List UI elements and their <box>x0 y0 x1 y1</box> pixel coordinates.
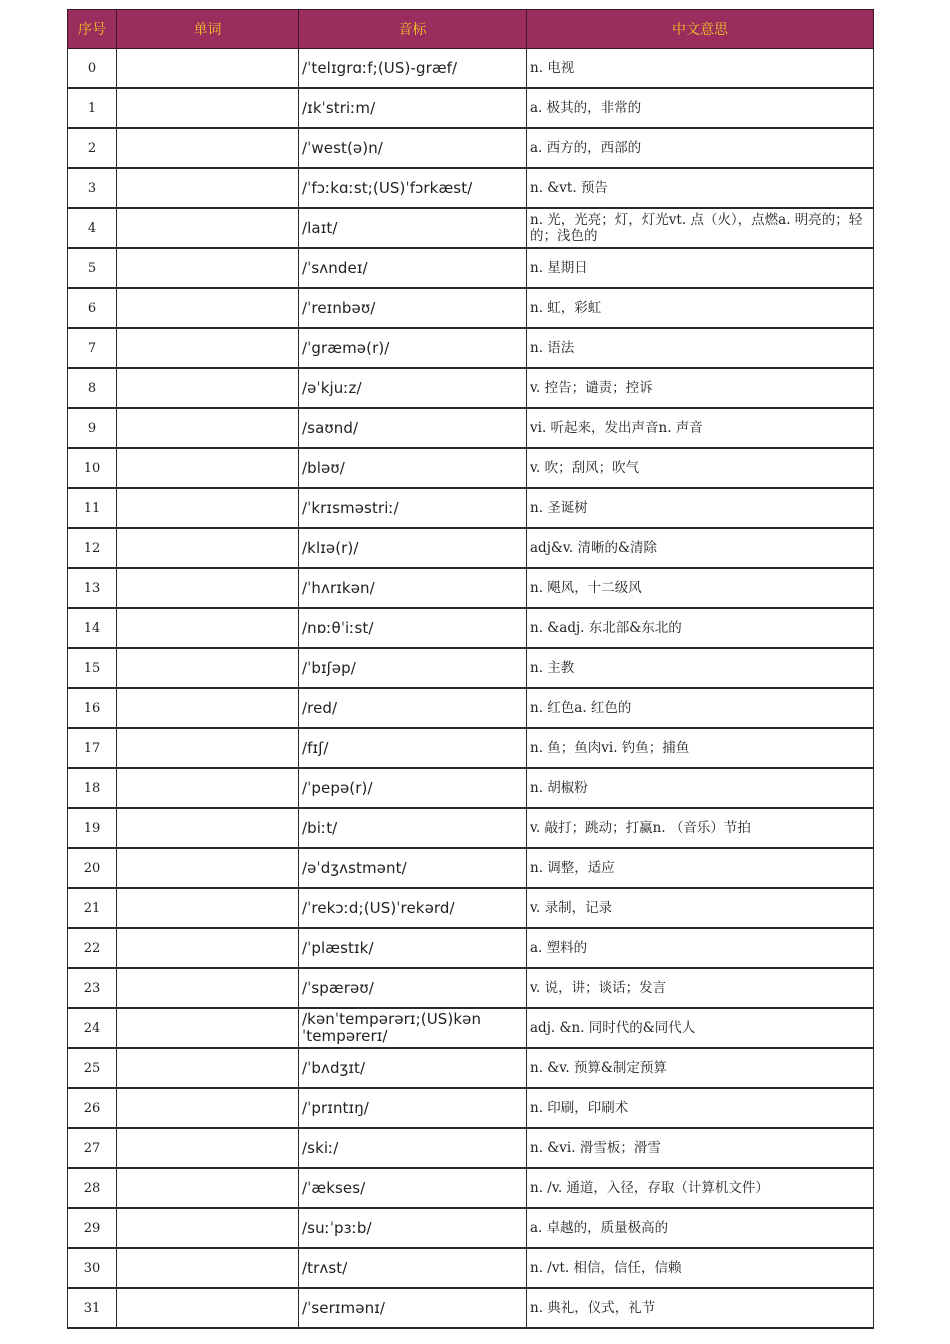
table-row <box>68 888 874 928</box>
meaning-cell: a. 塑料的 <box>527 928 874 968</box>
word-cell <box>117 528 299 568</box>
row-number: 24 <box>68 1008 117 1048</box>
row-number: 22 <box>68 928 117 968</box>
meaning-cell: n. 语法 <box>527 328 874 368</box>
meaning-cell: v. 敲打；跳动；打赢n. （音乐）节拍 <box>527 808 874 848</box>
phonetic-cell: /klɪə(r)/ <box>299 528 527 568</box>
word-cell <box>117 168 299 208</box>
phonetic-cell: /ˈpepə(r)/ <box>299 768 527 808</box>
row-number: 29 <box>68 1208 117 1248</box>
table-row <box>68 728 874 768</box>
table-row <box>68 288 874 328</box>
row-number: 28 <box>68 1168 117 1208</box>
phonetic-cell: /ˈrekɔːd;(US)ˈrekərd/ <box>299 888 527 928</box>
meaning-cell: a. 卓越的，质量极高的 <box>527 1208 874 1248</box>
row-number: 16 <box>68 688 117 728</box>
meaning-cell: n. 典礼，仪式，礼节 <box>527 1288 874 1328</box>
meaning-cell: n. /vt. 相信，信任，信赖 <box>527 1248 874 1288</box>
phonetic-cell: /ˈprɪntɪŋ/ <box>299 1088 527 1128</box>
row-number: 19 <box>68 808 117 848</box>
phonetic-cell: /skiː/ <box>299 1128 527 1168</box>
table-row <box>68 1008 874 1048</box>
meaning-cell: v. 录制，记录 <box>527 888 874 928</box>
phonetic-cell: /əˈkjuːz/ <box>299 368 527 408</box>
table-row <box>68 49 874 89</box>
meaning-cell: n. 调整，适应 <box>527 848 874 888</box>
row-number: 9 <box>68 408 117 448</box>
table-row <box>68 1288 874 1328</box>
meaning-cell: n. &adj. 东北部&东北的 <box>527 608 874 648</box>
table-row <box>68 848 874 888</box>
table-row <box>68 688 874 728</box>
row-number: 11 <box>68 488 117 528</box>
table-row <box>68 1128 874 1168</box>
row-number: 27 <box>68 1128 117 1168</box>
word-cell <box>117 568 299 608</box>
row-number: 3 <box>68 168 117 208</box>
word-cell <box>117 688 299 728</box>
table-row <box>68 1248 874 1288</box>
word-cell <box>117 1208 299 1248</box>
meaning-cell: v. 控告；谴责；控诉 <box>527 368 874 408</box>
word-cell <box>117 1128 299 1168</box>
table-row <box>68 928 874 968</box>
meaning-cell: n. 圣诞树 <box>527 488 874 528</box>
table-row <box>68 1048 874 1088</box>
row-number: 17 <box>68 728 117 768</box>
phonetic-cell: /ˈsʌndeɪ/ <box>299 248 527 288</box>
word-cell <box>117 608 299 648</box>
meaning-cell: n. 主教 <box>527 648 874 688</box>
table-row <box>68 1168 874 1208</box>
phonetic-cell: /ɪkˈstriːm/ <box>299 88 527 128</box>
row-number: 14 <box>68 608 117 648</box>
table-row <box>68 328 874 368</box>
phonetic-cell: /ˈkrɪsməstriː/ <box>299 488 527 528</box>
phonetic-cell: /laɪt/ <box>299 208 527 248</box>
header-row <box>68 10 874 49</box>
word-cell <box>117 848 299 888</box>
word-cell <box>117 1008 299 1048</box>
word-cell <box>117 488 299 528</box>
word-cell <box>117 448 299 488</box>
word-cell <box>117 1168 299 1208</box>
word-cell <box>117 1248 299 1288</box>
phonetic-cell: /kənˈtempərərɪ;(US)kənˈtempərerɪ/ <box>299 1008 527 1048</box>
meaning-cell: v. 吹；刮风；吹气 <box>527 448 874 488</box>
phonetic-cell: /ˈwest(ə)n/ <box>299 128 527 168</box>
meaning-cell: n. 虹，彩虹 <box>527 288 874 328</box>
word-cell <box>117 88 299 128</box>
row-number: 13 <box>68 568 117 608</box>
phonetic-cell: /ˈspærəʊ/ <box>299 968 527 1008</box>
meaning-cell: a. 西方的，西部的 <box>527 128 874 168</box>
word-cell <box>117 768 299 808</box>
phonetic-cell: /suːˈpɜːb/ <box>299 1208 527 1248</box>
meaning-cell: n. &vi. 滑雪板；滑雪 <box>527 1128 874 1168</box>
phonetic-cell: /ˈserɪmənɪ/ <box>299 1288 527 1328</box>
table-row <box>68 448 874 488</box>
table-row <box>68 488 874 528</box>
row-number: 10 <box>68 448 117 488</box>
table-row <box>68 128 874 168</box>
row-number: 12 <box>68 528 117 568</box>
row-number: 23 <box>68 968 117 1008</box>
row-number: 18 <box>68 768 117 808</box>
meaning-cell: adj&v. 清晰的&清除 <box>527 528 874 568</box>
word-cell <box>117 888 299 928</box>
table-row <box>68 608 874 648</box>
header-meaning: 中文意思 <box>527 10 874 49</box>
table-row <box>68 648 874 688</box>
table-row <box>68 168 874 208</box>
meaning-cell: n. 飓风，十二级风 <box>527 568 874 608</box>
table-row <box>68 968 874 1008</box>
meaning-cell: vi. 听起来，发出声音n. 声音 <box>527 408 874 448</box>
row-number: 20 <box>68 848 117 888</box>
table-row <box>68 528 874 568</box>
table-row <box>68 808 874 848</box>
vocabulary-table <box>67 9 874 1329</box>
table-row <box>68 568 874 608</box>
row-number: 21 <box>68 888 117 928</box>
phonetic-cell: /trʌst/ <box>299 1248 527 1288</box>
row-number: 7 <box>68 328 117 368</box>
phonetic-cell: /ˈtelɪgrɑːf;(US)-græf/ <box>299 49 527 89</box>
word-cell <box>117 808 299 848</box>
phonetic-cell: /ˈreɪnbəʊ/ <box>299 288 527 328</box>
phonetic-cell: /ˈbɪʃəp/ <box>299 648 527 688</box>
phonetic-cell: /ˈplæstɪk/ <box>299 928 527 968</box>
meaning-cell: adj. &n. 同时代的&同代人 <box>527 1008 874 1048</box>
word-cell <box>117 1088 299 1128</box>
row-number: 4 <box>68 208 117 248</box>
row-number: 1 <box>68 88 117 128</box>
table-row <box>68 1208 874 1248</box>
table-row <box>68 88 874 128</box>
word-cell <box>117 408 299 448</box>
meaning-cell: n. 印刷，印刷术 <box>527 1088 874 1128</box>
row-number: 5 <box>68 248 117 288</box>
word-cell <box>117 288 299 328</box>
phonetic-cell: /fɪʃ/ <box>299 728 527 768</box>
meaning-cell: n. 光，光亮；灯，灯光vt. 点（火），点燃a. 明亮的；轻的；浅色的 <box>527 208 874 248</box>
table-body <box>68 49 874 1329</box>
table-row <box>68 208 874 248</box>
word-cell <box>117 1048 299 1088</box>
phonetic-cell: /red/ <box>299 688 527 728</box>
word-cell <box>117 968 299 1008</box>
meaning-cell: n. 红色a. 红色的 <box>527 688 874 728</box>
phonetic-cell: /ˈbʌdʒɪt/ <box>299 1048 527 1088</box>
phonetic-cell: /biːt/ <box>299 808 527 848</box>
meaning-cell: n. 星期日 <box>527 248 874 288</box>
meaning-cell: n. 胡椒粉 <box>527 768 874 808</box>
row-number: 26 <box>68 1088 117 1128</box>
table-row <box>68 768 874 808</box>
row-number: 25 <box>68 1048 117 1088</box>
header-phonetic: 音标 <box>299 10 527 49</box>
meaning-cell: n. &v. 预算&制定预算 <box>527 1048 874 1088</box>
phonetic-cell: /nɒːθˈiːst/ <box>299 608 527 648</box>
phonetic-cell: /saʊnd/ <box>299 408 527 448</box>
row-number: 15 <box>68 648 117 688</box>
word-cell <box>117 328 299 368</box>
table-row <box>68 408 874 448</box>
word-cell <box>117 128 299 168</box>
word-cell <box>117 208 299 248</box>
phonetic-cell: /ˈækses/ <box>299 1168 527 1208</box>
meaning-cell: n. 电视 <box>527 49 874 89</box>
row-number: 0 <box>68 49 117 89</box>
phonetic-cell: /əˈdʒʌstmənt/ <box>299 848 527 888</box>
table-row <box>68 248 874 288</box>
table-row <box>68 368 874 408</box>
word-cell <box>117 248 299 288</box>
row-number: 31 <box>68 1288 117 1328</box>
header-number: 序号 <box>68 10 117 49</box>
row-number: 8 <box>68 368 117 408</box>
row-number: 6 <box>68 288 117 328</box>
meaning-cell: n. /v. 通道，入径，存取（计算机文件） <box>527 1168 874 1208</box>
word-cell <box>117 49 299 89</box>
meaning-cell: n. &vt. 预告 <box>527 168 874 208</box>
meaning-cell: v. 说，讲；谈话；发言 <box>527 968 874 1008</box>
meaning-cell: n. 鱼；鱼肉vi. 钓鱼；捕鱼 <box>527 728 874 768</box>
word-cell <box>117 728 299 768</box>
header-word: 单词 <box>117 10 299 49</box>
row-number: 30 <box>68 1248 117 1288</box>
vocabulary-sheet <box>67 9 873 1329</box>
word-cell <box>117 648 299 688</box>
row-number: 2 <box>68 128 117 168</box>
phonetic-cell: /ˈgræmə(r)/ <box>299 328 527 368</box>
meaning-cell: a. 极其的，非常的 <box>527 88 874 128</box>
phonetic-cell: /ˈfɔːkɑːst;(US)ˈfɔrkæst/ <box>299 168 527 208</box>
word-cell <box>117 1288 299 1328</box>
phonetic-cell: /ˈhʌrɪkən/ <box>299 568 527 608</box>
phonetic-cell: /bləʊ/ <box>299 448 527 488</box>
word-cell <box>117 368 299 408</box>
word-cell <box>117 928 299 968</box>
table-row <box>68 1088 874 1128</box>
